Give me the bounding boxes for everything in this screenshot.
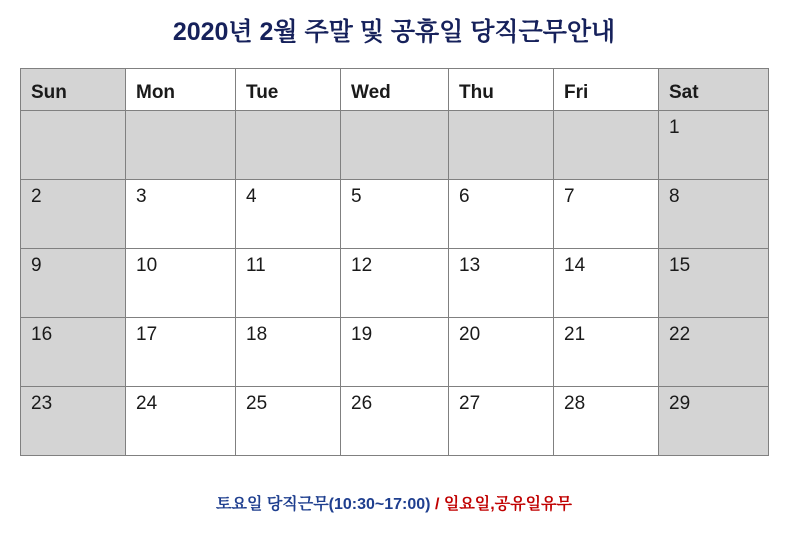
calendar-header-row	[21, 69, 769, 111]
calendar-day-cell: 17	[126, 318, 236, 387]
calendar-day-cell: 24	[126, 387, 236, 456]
calendar-day-cell: 18	[236, 318, 341, 387]
calendar-cell-empty	[554, 111, 659, 180]
calendar-body	[21, 111, 769, 456]
calendar-day-cell: 22	[659, 318, 769, 387]
column-header-thu: Thu	[449, 69, 554, 111]
calendar-day-cell: 11	[236, 249, 341, 318]
calendar-cell-empty	[341, 111, 449, 180]
calendar-day-cell: 5	[341, 180, 449, 249]
calendar-day-cell: 2	[21, 180, 126, 249]
calendar-cell-empty	[236, 111, 341, 180]
column-header-sat: Sat	[659, 69, 769, 111]
calendar-container	[20, 68, 768, 456]
calendar-cell-empty	[126, 111, 236, 180]
calendar-day-cell: 25	[236, 387, 341, 456]
calendar-week-row	[21, 318, 769, 387]
column-header-wed: Wed	[341, 69, 449, 111]
calendar-day-cell: 9	[21, 249, 126, 318]
calendar-week-row	[21, 111, 769, 180]
calendar-day-cell: 6	[449, 180, 554, 249]
calendar-day-cell: 1	[659, 111, 769, 180]
calendar-day-cell: 29	[659, 387, 769, 456]
calendar-day-cell: 8	[659, 180, 769, 249]
calendar-day-cell: 15	[659, 249, 769, 318]
calendar-day-cell: 3	[126, 180, 236, 249]
calendar-day-cell: 21	[554, 318, 659, 387]
calendar-week-row	[21, 249, 769, 318]
calendar-day-cell: 26	[341, 387, 449, 456]
calendar-day-cell: 10	[126, 249, 236, 318]
calendar-day-cell: 19	[341, 318, 449, 387]
footer-separator: /	[430, 496, 444, 513]
calendar-day-cell: 20	[449, 318, 554, 387]
calendar-day-cell: 7	[554, 180, 659, 249]
calendar-table	[20, 68, 769, 456]
calendar-week-row	[21, 387, 769, 456]
footer-primary-text: 토요일 당직근무(10:30~17:00)	[216, 496, 431, 513]
calendar-day-cell: 23	[21, 387, 126, 456]
calendar-day-cell: 27	[449, 387, 554, 456]
calendar-day-cell: 16	[21, 318, 126, 387]
calendar-day-cell: 12	[341, 249, 449, 318]
column-header-sun: Sun	[21, 69, 126, 111]
footer-note	[0, 491, 788, 514]
calendar-day-cell: 4	[236, 180, 341, 249]
page-title: 2020년 2월 주말 및 공휴일 당직근무안내	[172, 18, 616, 46]
calendar-day-cell: 14	[554, 249, 659, 318]
calendar-day-cell: 13	[449, 249, 554, 318]
column-header-fri: Fri	[554, 69, 659, 111]
calendar-cell-empty	[449, 111, 554, 180]
column-header-mon: Mon	[126, 69, 236, 111]
calendar-week-row	[21, 180, 769, 249]
calendar-cell-empty	[21, 111, 126, 180]
column-header-tue: Tue	[236, 69, 341, 111]
calendar-day-cell: 28	[554, 387, 659, 456]
footer-secondary-text: 일요일,공유일유무	[443, 496, 572, 513]
